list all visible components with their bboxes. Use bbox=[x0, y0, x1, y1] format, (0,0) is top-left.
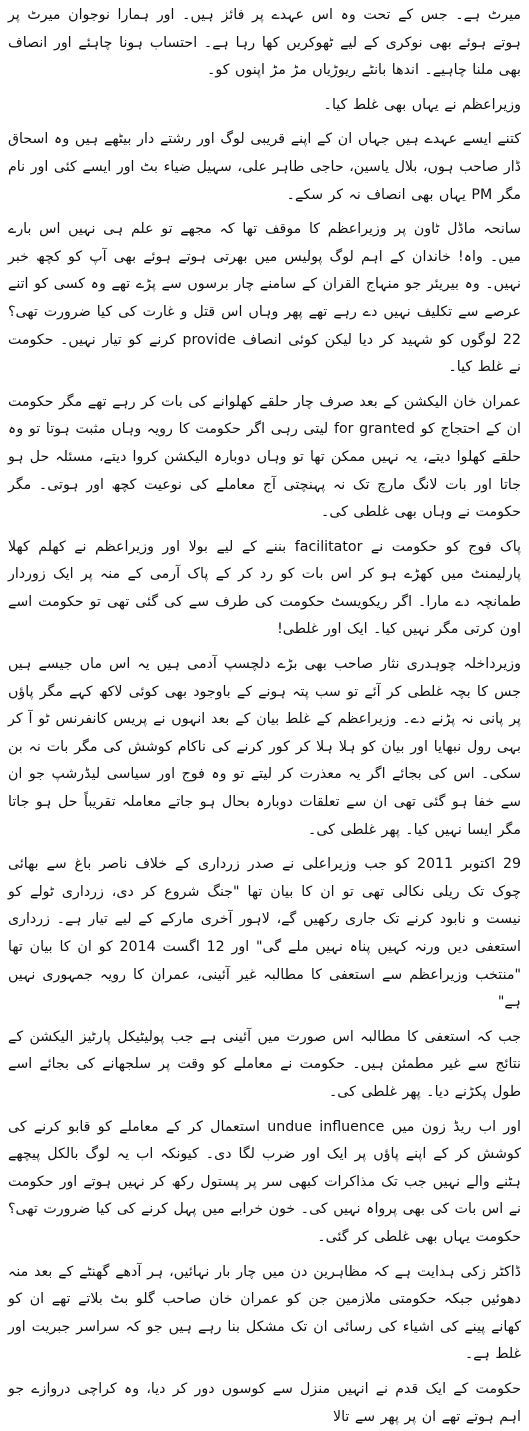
paragraph-interior-minister: وزیرداخلہ چوہدری نثار صاحب بھی بڑے دلچسپ آدمی ہیں یہ اس ماں جیسے ہیں جس کا بچہ غلطی کر آئے تو سب پتہ ہونے کے باوجود بھی کوئی لاکھ کہے مگر پاؤں پر پانی نہ پڑنے دے۔ وزیراعظم کے غلط بیان کے بعد انہوں نے پریس کانفرنس ٹو آ کر بہی رول نبھایا اور بیان کو ہلا ہلا کر کور کرنے کی ناکام کوشش کی مگر بات نہ بن سکی۔ اس کی بجائے اگر یہ معذرت کر لیتے تو وہ فوج اور سیاسی لیڈرشپ جو ان سے خفا ہو گئی تھی ان سے تعلقات دوبارہ بحال ہو جاتے معاملہ تقریباً حل ہو جاتا مگر ایسا نہیں کیا۔ پھر غلطی کی۔ bbox=[8, 656, 521, 838]
paragraph-doctor: ڈاکٹر زکی ہدایت ہے کہ مظاہرین دن میں چار بار نہائیں، ہر آدھے گھنٹے کے بعد منہ دھوئیں جبکہ حکومتی ملازمین جن کو عمران خان صاحب گلو بٹ بلاتے تھے ان کو کھانے پینے کی اشیاء کی رسائی ان تک مشکل بنا رہے ہیں جو کہ سراسر جبریت اور غلط ہے۔ bbox=[8, 1263, 521, 1363]
paragraph-october-2011: 29 اکتوبر 2011 کو جب وزیراعلی نے صدر زرداری کے خلاف ناصر باغ سے بھائی چوک تک ریلی نکالی تھی تو ان کا بیان تھا "جنگ شروع کر دی، زرداری ٹولے کو نیست و نابود کرنے تک جاری رکھیں گے، لاہور آخری مارکے کے لیے تیار ہے۔ زرداری استعفی دیں ورنہ کہیں پناہ نہیں ملے گی" اور 12 اگست 2014 کو ان کا بیان تھا "منتخب وزیراعظم سے استعفی کا مطالبہ غیر آئینی، عمران کا رویہ جمہوری نہیں ہے" bbox=[8, 856, 522, 1011]
paragraph-red-zone: اور اب ریڈ زون میں undue influence استعمال کر کے معاملے کو قابو کرنے کی کوشش کر کے اپنے پاؤں پر ایک اور ضرب لگا دی۔ کیونکہ اب یہ لوگ بالکل پیچھے ہٹنے والے نہیں جب تک مذاکرات کبھی سر پر پستول رکھ کر نہیں ہوتے اور حکومت نے اس بات کی بھی پرواہ نہیں کی۔ خون خرابے میں پہل کرنے کی کیا ضرورت تھی؟ حکومت یہاں بھی غلطی کر گئی۔ bbox=[8, 1118, 521, 1245]
paragraph-relatives: کتنے ایسے عہدے ہیں جہاں ان کے اپنے قریبی لوگ اور رشتے دار بیٹھے ہیں وہ اسحاق ڈار صاحب ہوں، بلال یاسین، حاجی طاہر علی، سہیل ضیاء بٹ اور ایسے کئی اور نام مگر PM یہاں بھی انصاف نہ کر سکے۔ bbox=[8, 131, 521, 203]
paragraph-imran-khan: عمران خان الیکشن کے بعد صرف چار حلقے کھلوانے کی بات کر رہے تھے مگر حکومت ان کے احتجاج کو for granted لیتی رہی اگر حکومت کا رویہ وہاں مثبت ہوتا تو وہ حلقے کھلوا دیتے، یہ نہیں ممکن تھا تو وہاں دوبارہ الیکشن کروا دیتے، مسئلہ حل ہو جاتا اور بات لانگ مارچ تک نہ پہنچتی آج معاملے کی نوعیت کچھ اور ہوتی۔ مگر حکومت نے وہاں بھی غلطی کی۔ bbox=[8, 393, 521, 521]
paragraph-pm-wrong: وزیراعظم نے یہاں بھی غلط کیا۔ bbox=[323, 96, 521, 113]
paragraph-resignation: جب کہ استعفی کا مطالبہ اس صورت میں آئینی ہے جب پولیٹیکل پارٹیز الیکشن کے نتائج سے غیر مطمئن ہیں۔ حکومت نے معاملے کو وقت پر سلجھانے کی بجائے اسے طول پکڑنے دیا۔ پھر غلطی کی۔ bbox=[8, 1028, 521, 1100]
paragraph-government-step: حکومت کے ایک قدم نے انہیں منزل سے کوسوں دور کر دیا، وہ کراچی دروازے جو اہم ہوتے تھے ان پر پھر سے تالا bbox=[8, 1380, 521, 1425]
paragraph-model-town: سانحہ ماڈل ٹاون پر وزیراعظم کا موقف تھا کہ مجھے تو علم ہی نہیں اس بارے میں۔ واہ! خاندان کے اہم لوگ پولیس میں بھرتی ہوتے ہوئے بھی آپ کو کچھ خبر نہیں۔ وہ بیریئر جو منہاج القران کے سامنے چار برسوں سے پڑے تھے وہ کسی کو اتنے عرصے سے تکلیف نہیں دے رہے تھے پھر وہاں اس قتل و غارت کی کیا ضرورت تھی؟ 22 لوگوں کو شہید کر دیا لیکن کوئی انصاف provide کرنے کو تیار نہیں۔ حکومت نے غلط کیا۔ bbox=[8, 221, 521, 376]
paragraph-merit: میرٹ ہے۔ جس کے تحت وہ اس عہدے پر فائز ہیں۔ اور ہمارا نوجوان میرٹ پر ہوتے ہوئے بھی نوکری کے لیے ٹھوکریں کھا رہا ہے۔ احتساب ہونا چاہئے اور انصاف بھی ملنا چاہیے۔ اندھا بانٹے ریوڑیاں مڑ مڑ اپنوں کو۔ bbox=[8, 7, 521, 79]
paragraph-army: پاک فوج کو حکومت نے facilitator بننے کے لیے بولا اور وزیراعظم نے کھلم کھلا پارلیمنٹ میں کھڑے ہو کر اس بات کو رد کر کے پاک آرمی کے منہ پر ایک زوردار طمانچہ دے مارا۔ اگر ریکویسٹ حکومت کی طرف سے کی گئی تھی تو حکومت اسے اون کرتی مگر نہیں کیا۔ ایک اور غلطی! bbox=[8, 538, 521, 638]
